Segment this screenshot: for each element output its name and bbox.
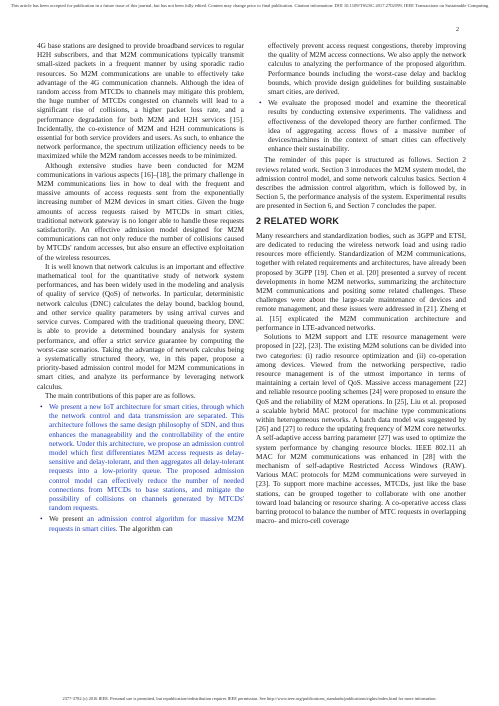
list-text: We evaluate the proposed model and examine the theoretical results by conducting extensive experiments. The validness and effectiveness of the developed theory are further confirmed. The idea of aggregating access flows of a massive number of devices/machines in the context of smart cities can effectively enhance their sustainability. bbox=[268, 98, 466, 154]
bullet-icon: • bbox=[40, 514, 43, 524]
left-column bbox=[37, 41, 244, 535]
page-number: 2 bbox=[456, 27, 459, 33]
paragraph: The main contributions of this paper are as follows. bbox=[45, 390, 196, 400]
paragraph: Solutions to M2M support and LTE resource management were proposed in [22], [23]. The existing M2M solutions can be divided into two categories: (i) radio resource optimization and (ii) co-operation among devices. Viewed from the networking perspective, radio resource management is of the utmost importance in terms of maintaining a certain level of QoS. Massive access management [22] and reliable resource pooling schemes [24] were proposed to ensure the QoS and the reliability of M2M operations. In [25], Liu et al. proposed a scalable hybrid MAC protocol for machine type communications within heterogeneous networks. A batch data model was suggested by [26] and [27] to reduce the updating frequency of M2M core networks. A self-adaptive access barring parameter [27] was used to optimize the system performance by changing resource blocks. IEEE 802.11 ah MAC for M2M communications was enhanced in [28] with the mechanism of self-adaptive Restricted Access Windows (RAW). Various MAC protocols for M2M communications were surveyed in [23]. To support more machine accesses, MTCDs, just like the base stations, can be grouped together to collaborate with one another toward load balancing or resource sharing. A co-operative access class barring protocol to balance the number of MTC requests in overlapping macro- and micro-cell coverage bbox=[256, 332, 466, 526]
list-item bbox=[40, 514, 244, 533]
paragraph: The reminder of this paper is structured as follows. Section 2 reviews related work. Section 3 introduces the M2M system model, the admission control model, and some network calculus basics. Section 4 describes the admission control algorithm, which is followed by, in Section 5, the performance analysis of the system. Experimental results are presented in Section 6, and Section 7 concludes the paper. bbox=[256, 155, 466, 211]
paragraph: effectively prevent access request congestions, thereby improving the quality of M2M access connections. We also apply the network calculus to analyzing the performance of the proposed algorithm. Performance bounds including the worst-case delay and backlog bounds, which provide design guidelines for building sustainable smart cities, are derived. bbox=[268, 41, 466, 97]
highlighted-text: an admission control algorithm for massive M2M requests in smart cities. bbox=[49, 514, 244, 533]
highlighted-text: We present a new IoT architecture for smart cities, through which the network control and data transmission are separated. This architecture follows the same design philosophy of SDN, and thus enhances the manageability and the controllability of the entire network. Under this architecture, we propose an admission control model which first differentiates M2M access requests as delay-sensitive and delay-tolerant, and then aggregates all delay-tolerant requests into a low-priority queue. The proposed admission control model can effectively reduce the number of needed connections from MTCDs to base stations, and mitigate the possibility of collisions on channels generated by MTCDs' random requests. bbox=[49, 401, 244, 513]
paragraph: Many researchers and standardization bodies, such as 3GPP and ETSI, are dedicated to reducing the wireless network load and using radio resources more efficiently. Standardization of M2M communications, together with related requirements and architectures, have already been proposed by 3GPP [19]. Chen et al. [20] presented a survey of recent developments in home M2M networks, summarizing the architecture M2M communications and positing some related challenges. These challenges were about the large-scale maintenance of devices and remote management, and these issues were addressed in [21]. Zheng et al. [15] explicated the M2M communication architecture and performance in LTE-advanced networks. bbox=[256, 230, 466, 332]
paragraph: Although extensive studies have been conducted for M2M communications in various aspects [16]–[18], the primary challenge in M2M communications lies in how to deal with the frequent and massive amounts of access requests sent from the exponentially increasing number of M2M devices in smart cities. Given the huge amounts of access requests raised by MTCDs in smart cities, traditional network gateway is no longer able to handle these requests satisfactorily. An effective admission model designed for M2M communications can not only reduce the number of collisions caused by MTCDs' random accesses, but also ensure an effective exploitation of the wireless resources. bbox=[37, 160, 244, 262]
paragraph: 4G base stations are designed to provide broadband services to regular H2H subscribers, and that M2M communications typically transmit small-sized packets in a frequent manner by using sporadic radio resources. So M2M communications are unable to effectively take advantage of the 4G communication channels. Although the idea of random access from MTCDs to channels may mitigate this problem, the huge number of MTCDs congested on channels will lead to a significant rise of collisions, a higher packet loss rate, and a performance degradation for both M2M and H2H services [15]. Incidentally, the co-existence of M2M and H2H communications is essential for both service providers and users. As such, to enhance the network performance, the spectrum utilization efficiency needs to be maximized while the M2M random accesses needs to be minimized. bbox=[37, 41, 244, 161]
paragraph: It is well known that network calculus is an important and effective mathematical tool for the quantitative study of network system performances, and has been widely used in the modeling and analysis of quality of service (QoS) of networks. In particular, deterministic network calculus (DNC) calculates the delay bound, backlog bound, and other service quality parameters by using arrival curves and service curves. Compared with the traditional queueing theory, DNC is able to provide a determined boundary analysis for system performance, and offer a strict service guarantee by computing the worst-case scenarios. Taking the advantage of network calculus being a systematically structured theory, we, in this paper, propose a priority-based admission control model for M2M communications in smart cities, and analyze its performance by leveraging network calculus. bbox=[37, 261, 244, 391]
right-column bbox=[256, 41, 466, 525]
contributions-list bbox=[256, 98, 466, 153]
list-text: The algorithm can bbox=[117, 523, 173, 533]
contributions-list bbox=[37, 402, 244, 533]
section-heading: 2 RELATED WORK bbox=[256, 215, 340, 226]
list-item bbox=[40, 401, 244, 513]
list-item bbox=[259, 98, 466, 154]
copyright-footer: 2377-3782 (c) 2016 IEEE. Personal use is permitted, but republication/redistribution requires IEEE permission. See http://www.ieee.org/publications_standards/publications/rights/index.html for more information. bbox=[62, 696, 437, 701]
publication-note: This article has been accepted for publication in a future issue of this journal, but has not been fully edited. Content may change prior to final publication. Citation information: DOI 10.1109/TSUSC.2017.2702599, IEEE Transactions on Sustainable Computing bbox=[10, 3, 489, 8]
list-text: We present bbox=[49, 514, 88, 524]
bullet-icon: • bbox=[259, 98, 262, 108]
bullet-icon: • bbox=[40, 401, 43, 411]
